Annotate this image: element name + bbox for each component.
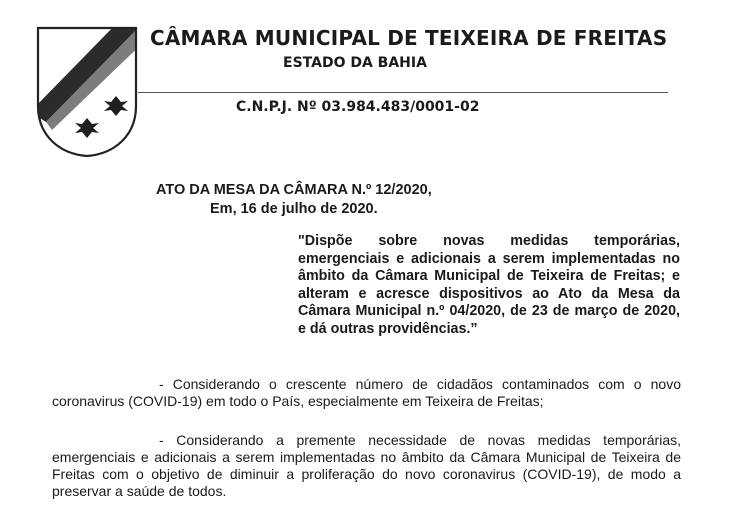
header-divider — [138, 92, 668, 93]
state-name: ESTADO DA BAHIA — [283, 55, 427, 71]
act-title: ATO DA MESA DA CÂMARA N.º 12/2020, — [156, 182, 432, 198]
considering-paragraph-2: - Considerando a premente necessidade de novas medidas temporárias, emergenciais e adicionais a serem implementadas no âmbito da Câmara Municipal de Teixeira de Freitas com o objetivo de diminuir a proliferação do novo coronavirus (COVID-19), de modo a preservar a saúde de todos. — [52, 432, 681, 499]
organization-name: CÂMARA MUNICIPAL DE TEIXEIRA DE FREITAS — [150, 26, 668, 50]
act-summary: "Dispõe sobre novas medidas temporárias, emergenciais e adicionais a serem implementadas no âmbito da Câmara Municipal de Teixeira de Freitas; e alteram e acresce dispositivos ao Ato da Mesa da Câmara Municipal n.º 04/2020, de 23 de março de 2020, e dá outras providências.” — [298, 233, 680, 337]
cnpj-number: C.N.P.J. Nº 03.984.483/0001-02 — [236, 99, 480, 115]
considering-paragraph-1: - Considerando o crescente número de cidadãos contaminados com o novo coronavirus (COVID-19) em todo o País, especialmente em Teixeira de Freitas; — [52, 376, 681, 409]
coat-of-arms-icon — [36, 26, 138, 158]
act-date: Em, 16 de julho de 2020. — [210, 201, 378, 217]
